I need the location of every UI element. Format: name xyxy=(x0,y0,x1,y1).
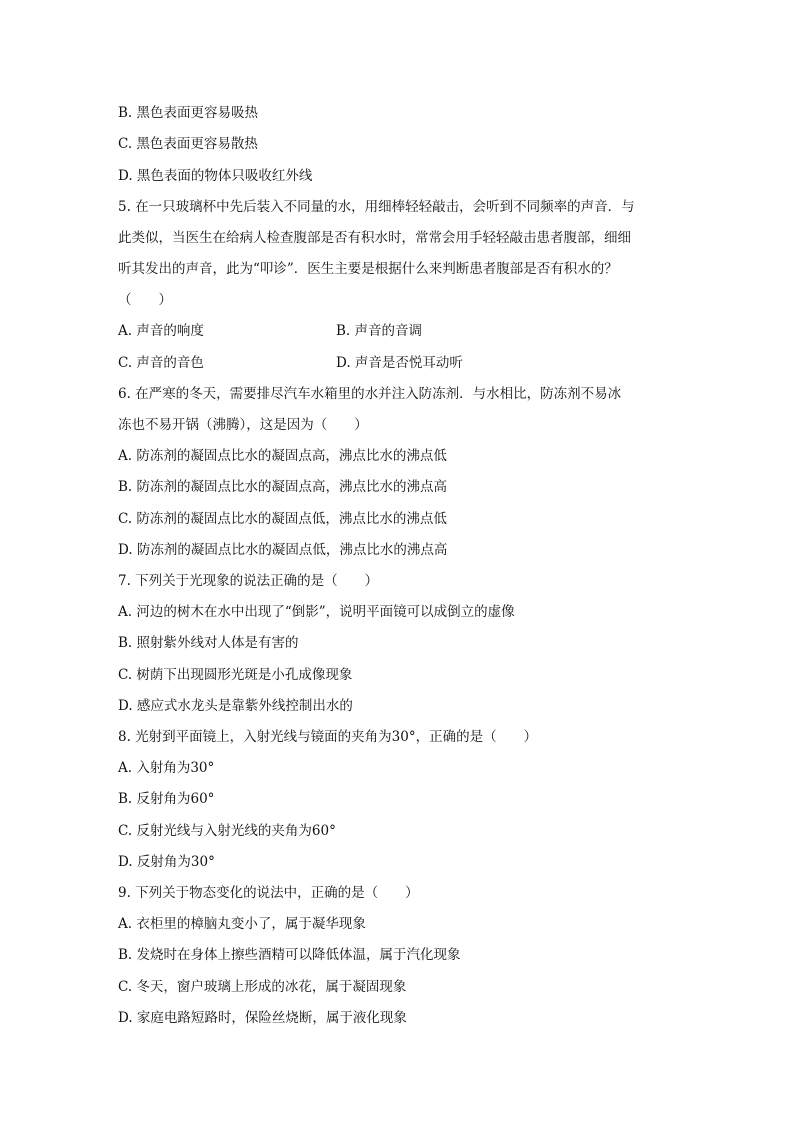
q8-option-c: C. 反射光线与入射光线的夹角为60° xyxy=(118,823,336,839)
q5-stem-line2: 此类似，当医生在给病人检查腹部是否有积水时，常常会用手轻轻敲击患者腹部，细细 xyxy=(118,230,631,246)
q5-option-c: C. 声音的音色 xyxy=(118,355,204,371)
q7-stem: 7. 下列关于光现象的说法正确的是（ ） xyxy=(118,573,379,589)
q6-stem-line1: 6. 在严寒的冬天，需要排尽汽车水箱里的水并注入防冻剂．与水相比，防冻剂不易冰 xyxy=(118,386,622,402)
q7-option-a: A. 河边的树木在水中出现了“倒影”，说明平面镜可以成倒立的虚像 xyxy=(118,604,515,620)
q9-option-b: B. 发烧时在身体上擦些酒精可以降低体温，属于汽化现象 xyxy=(118,947,461,963)
q9-option-d: D. 家庭电路短路时，保险丝烧断，属于液化现象 xyxy=(118,1010,407,1026)
q8-option-d: D. 反射角为30° xyxy=(118,854,215,870)
q7-option-c: C. 树荫下出现圆形光斑是小孔成像现象 xyxy=(118,667,353,683)
q5-option-d: D. 声音是否悦耳动听 xyxy=(336,355,463,371)
q4-option-c: C. 黑色表面更容易散热 xyxy=(118,136,258,152)
q5-option-a: A. 声音的响度 xyxy=(118,323,204,339)
q6-option-c: C. 防冻剂的凝固点比水的凝固点低，沸点比水的沸点低 xyxy=(118,511,447,527)
q5-answer-blank: （ ） xyxy=(118,292,172,308)
q5-stem-line3: 听其发出的声音，此为“叩诊”．医生主要是根据什么来判断患者腹部是否有积水的？ xyxy=(118,261,618,277)
q6-option-d: D. 防冻剂的凝固点比水的凝固点低，沸点比水的沸点高 xyxy=(118,542,448,558)
q4-option-b: B. 黑色表面更容易吸热 xyxy=(118,105,259,121)
q5-stem-line1: 5. 在一只玻璃杯中先后装入不同量的水，用细棒轻轻敲击，会听到不同频率的声音．与 xyxy=(118,199,635,215)
q6-option-b: B. 防冻剂的凝固点比水的凝固点高，沸点比水的沸点高 xyxy=(118,479,448,495)
q8-stem: 8. 光射到平面镜上，入射光线与镜面的夹角为30°，正确的是（ ） xyxy=(118,729,538,745)
q7-option-d: D. 感应式水龙头是靠紫外线控制出水的 xyxy=(118,698,353,714)
q5-option-b: B. 声音的音调 xyxy=(336,323,423,339)
q9-option-c: C. 冬天，窗户玻璃上形成的冰花，属于凝固现象 xyxy=(118,979,407,995)
q8-option-a: A. 入射角为30° xyxy=(118,760,215,776)
q9-option-a: A. 衣柜里的樟脑丸变小了，属于凝华现象 xyxy=(118,916,366,932)
q8-option-b: B. 反射角为60° xyxy=(118,791,215,807)
q6-option-a: A. 防冻剂的凝固点比水的凝固点高，沸点比水的沸点低 xyxy=(118,448,447,464)
q9-stem: 9. 下列关于物态变化的说法中，正确的是（ ） xyxy=(118,885,419,901)
q6-stem-line2: 冻也不易开锅（沸腾），这是因为（ ） xyxy=(118,417,368,433)
q4-option-d: D. 黑色表面的物体只吸收红外线 xyxy=(118,168,313,184)
q7-option-b: B. 照射紫外线对人体是有害的 xyxy=(118,635,299,651)
